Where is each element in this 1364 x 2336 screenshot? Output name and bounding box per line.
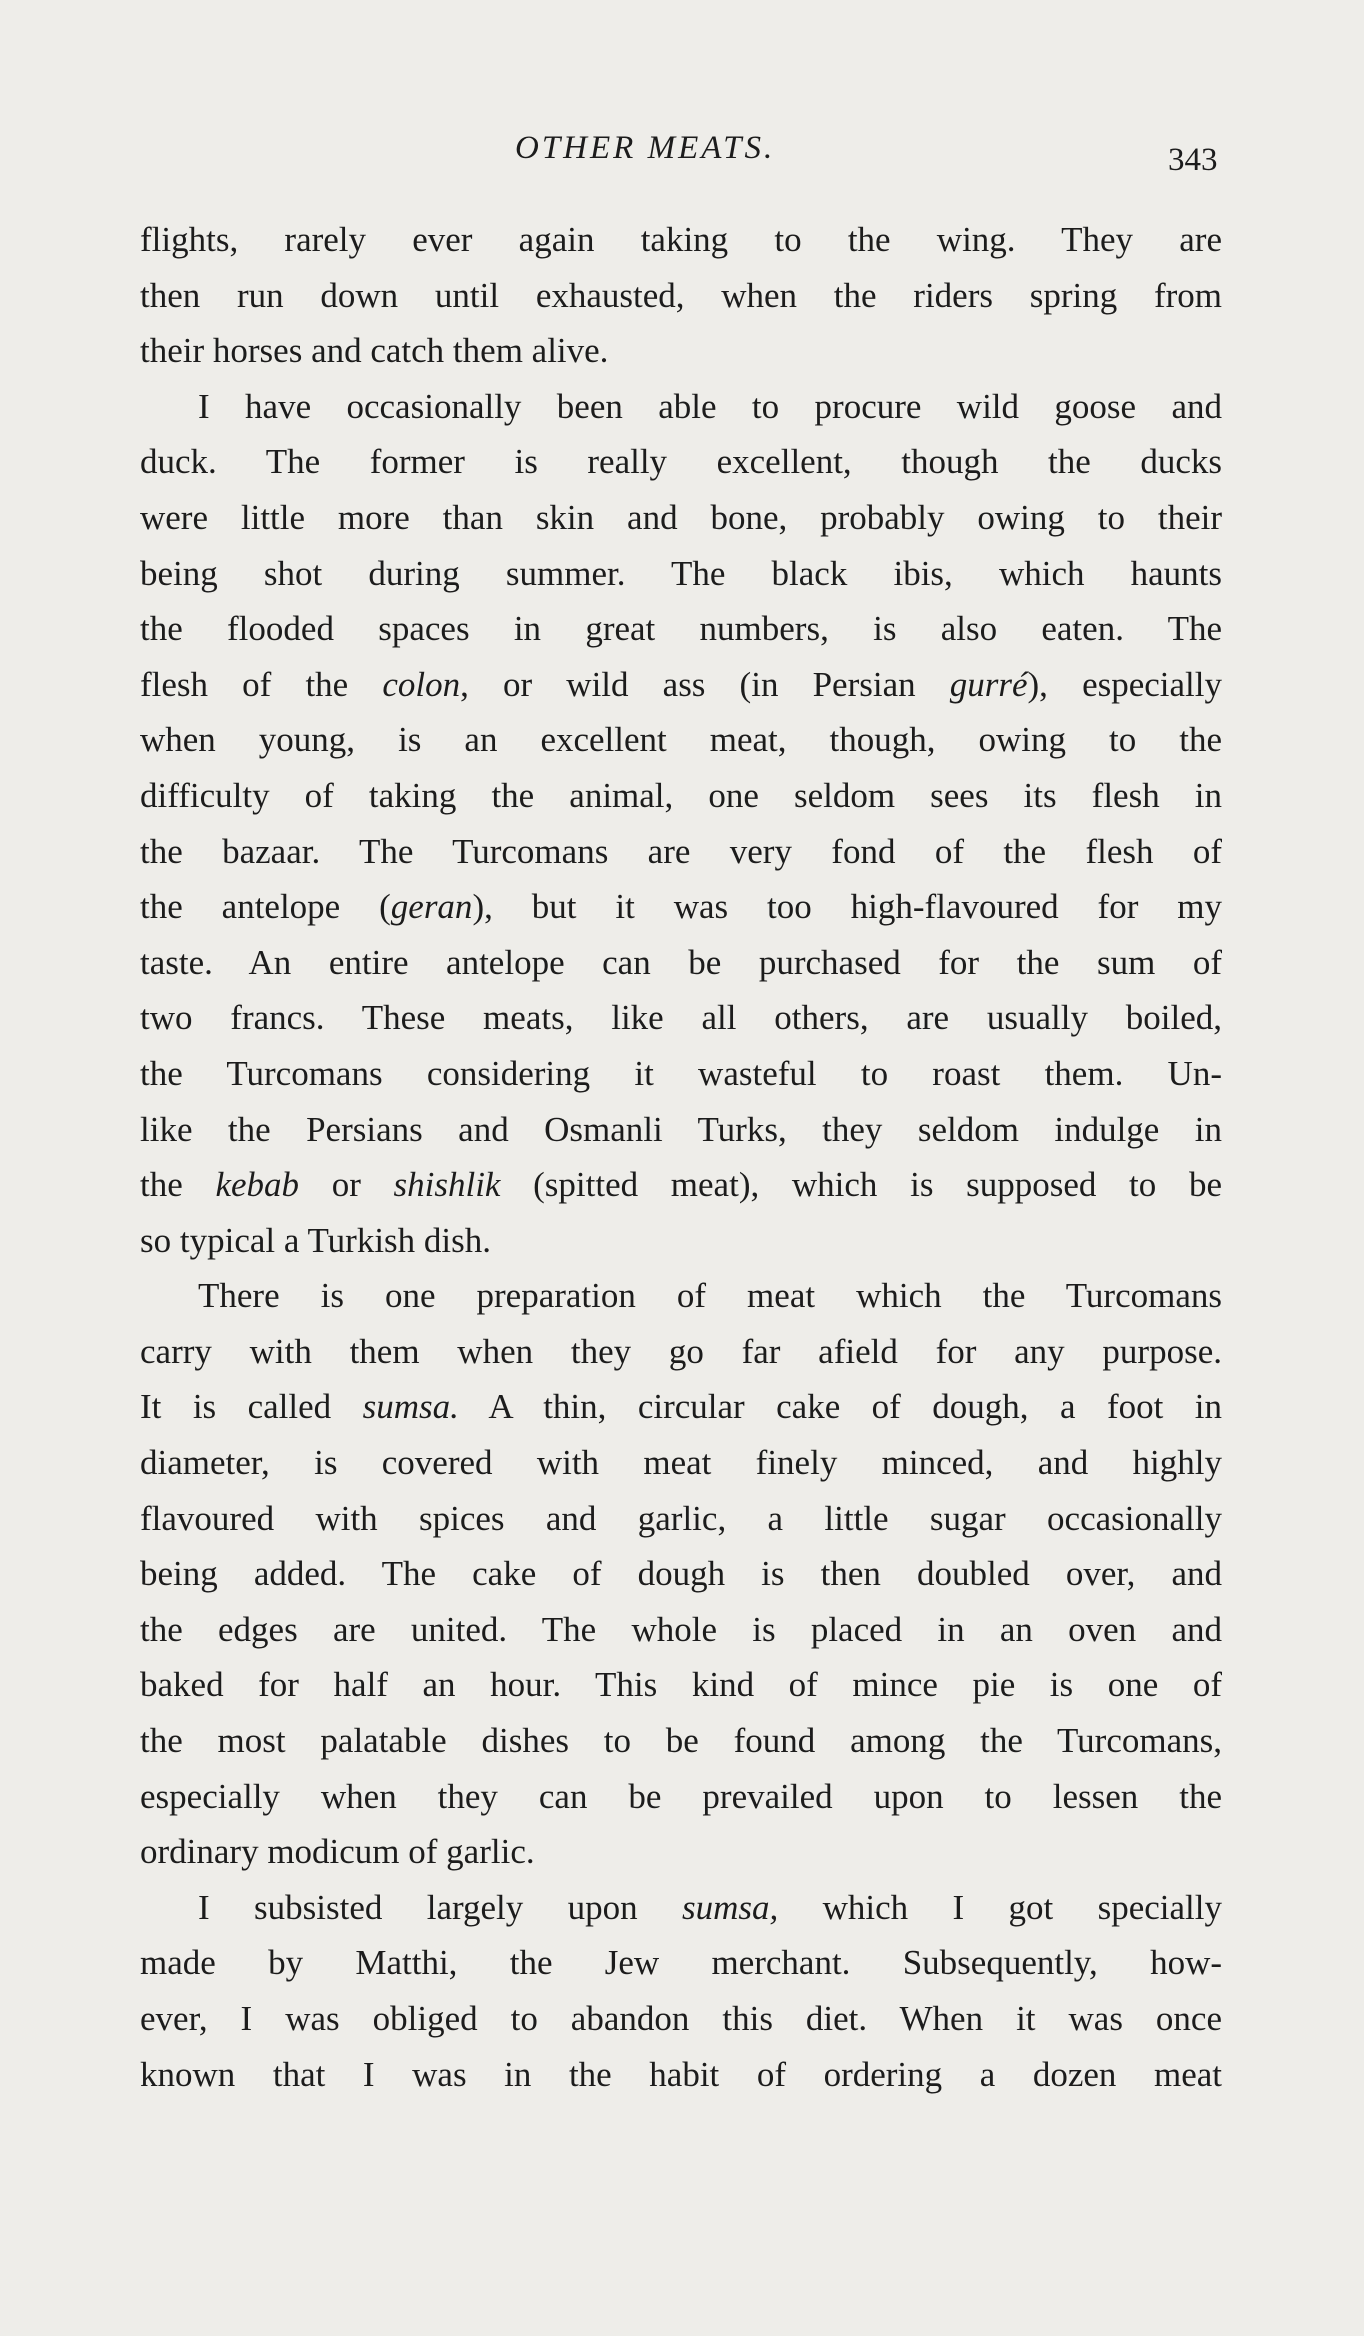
text-line: the most palatable dishes to be found among the Turcomans,	[140, 1721, 1222, 1761]
text-line: There is one preparation of meat which the Turcomans	[198, 1276, 1222, 1316]
text-line	[140, 1880, 1222, 1936]
text-segment: or	[299, 1165, 394, 1205]
text-line: the bazaar. The Turcomans are very fond of the flesh of	[140, 831, 1222, 871]
text-segment: (spitted meat), which is supposed to be	[500, 1165, 1222, 1205]
italic-term: geran	[390, 887, 473, 927]
text-segment: ), especially	[1027, 664, 1222, 704]
text-line: duck. The former is really excellent, though the ducks	[140, 442, 1222, 482]
text-line: their horses and catch them alive.	[140, 331, 609, 371]
text-line: the flooded spaces in great numbers, is also eaten. The	[140, 609, 1222, 649]
italic-term: sumsa.	[362, 1387, 459, 1427]
running-title: OTHER MEATS.	[515, 130, 776, 166]
text-line: difficulty of taking the animal, one seldom sees its flesh in	[140, 775, 1222, 815]
text-line: I have occasionally been able to procure wild goose and	[198, 386, 1222, 426]
text-segment: ), but it was too high-flavoured for my	[472, 887, 1222, 927]
text-segment: which I got specially	[778, 1887, 1222, 1927]
text-segment: , or wild ass (in Persian	[460, 664, 950, 704]
text-line: so typical a Turkish dish.	[140, 1220, 492, 1260]
text-segment: It is called	[140, 1387, 363, 1427]
page-number: 343	[1168, 142, 1218, 178]
text-line: when young, is an excellent meat, though, owing to the	[140, 720, 1222, 760]
text-line: especially when they can be prevailed upon to lessen the	[140, 1776, 1222, 1816]
text-line: like the Persians and Osmanli Turks, they seldom indulge in	[140, 1109, 1222, 1149]
italic-term: gurré	[949, 664, 1028, 704]
text-line: known that I was in the habit of ordering a dozen meat	[140, 2054, 1222, 2094]
text-segment: flesh of the	[140, 664, 383, 704]
italic-term: colon	[382, 664, 461, 704]
text-line: baked for half an hour. This kind of mince pie is one of	[140, 1665, 1222, 1705]
text-line: carry with them when they go far afield for any purpose.	[140, 1331, 1222, 1371]
text-line: were little more than skin and bone, probably owing to their	[140, 497, 1222, 537]
text-segment: the	[140, 1165, 216, 1205]
text-line: ordinary modicum of garlic.	[140, 1832, 535, 1872]
italic-term: shishlik	[393, 1165, 501, 1205]
running-head	[0, 130, 1364, 178]
text-line: flights, rarely ever again taking to the wing. They are	[140, 220, 1222, 259]
text-line: the Turcomans considering it wasteful to roast them. Un-	[140, 1053, 1222, 1093]
text-segment: I subsisted largely upon	[198, 1887, 682, 1927]
text-line: flavoured with spices and garlic, a little sugar occasionally	[140, 1498, 1222, 1538]
text-line: being shot during summer. The black ibis, which haunts	[140, 553, 1222, 593]
text-line: made by Matthi, the Jew merchant. Subsequently, how-	[140, 1943, 1222, 1983]
text-line: two francs. These meats, like all others, are usually boiled,	[140, 998, 1222, 1038]
body-text	[140, 212, 1222, 2102]
text-line	[140, 879, 1222, 935]
text-line: the edges are united. The whole is placed in an oven and	[140, 1609, 1222, 1649]
text-segment: A thin, circular cake of dough, a foot in	[458, 1387, 1222, 1427]
text-line	[140, 1379, 1222, 1435]
text-line: diameter, is covered with meat finely minced, and highly	[140, 1443, 1222, 1483]
text-line	[140, 1157, 1222, 1213]
text-line	[140, 657, 1222, 713]
italic-term: sumsa,	[681, 1887, 779, 1927]
text-line: being added. The cake of dough is then doubled over, and	[140, 1554, 1222, 1594]
text-segment: the antelope (	[140, 887, 391, 927]
text-line: ever, I was obliged to abandon this diet. When it was once	[140, 1999, 1222, 2038]
text-line: then run down until exhausted, when the riders spring from	[140, 275, 1222, 315]
italic-term: kebab	[215, 1165, 300, 1205]
text-line: taste. An entire antelope can be purchased for the sum of	[140, 942, 1222, 982]
